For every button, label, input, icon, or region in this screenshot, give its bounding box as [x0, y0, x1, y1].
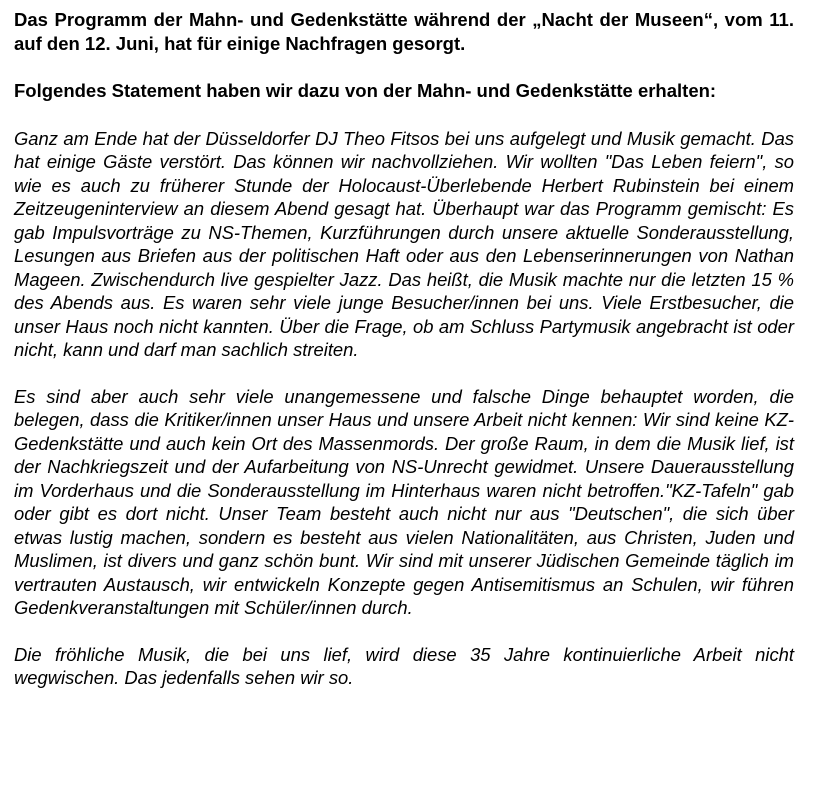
statement-intro: Folgendes Statement haben wir dazu von der Mahn- und Gedenkstätte erhalten:: [14, 80, 717, 101]
intro-paragraph: Das Programm der Mahn- und Gedenkstätte während der „Nacht der Museen“, vom 11. auf den 12. Juni, hat für einige Nachfragen gesorgt.: [14, 9, 794, 54]
statement-paragraph-1: Ganz am Ende hat der Düsseldorfer DJ Theo Fitsos bei uns aufgelegt und Musik gemacht. Das hat einige Gäste verstört. Das können wir nachvollziehen. Wir wollten "Das Leben feiern", so wie es auch zu früherer Stunde der Holocaust-Überlebende Herbert Rubinstein bei einem Zeitzeugeninterview an diesem Abend gesagt hat. Überhaupt war das Programm gemischt: Es gab Impulsvorträge zu NS-Themen, Kurzführungen durch unsere aktuelle Sonderausstellung, Lesungen aus Briefen aus der politischen Haft oder aus den Lebenserinnerungen von Nathan Mageen. Zwischendurch live gespielter Jazz. Das heißt, die Musik machte nur die letzten 15 % des Abends aus. Es waren sehr viele junge Besucher/innen bei uns. Viele Erstbesucher, die unser Haus noch nicht kannten. Über die Frage, ob am Schluss Partymusik angebracht ist oder nicht, kann und darf man sachlich streiten.: [14, 127, 794, 360]
document-page: [14, 0, 794, 690]
statement-paragraph-3: Die fröhliche Musik, die bei uns lief, wird diese 35 Jahre kontinuierliche Arbeit nicht wegwischen. Das jedenfalls sehen wir so.: [14, 643, 794, 688]
statement-paragraph-2: Es sind aber auch sehr viele unangemessene und falsche Dinge behauptet worden, die belegen, dass die Kritiker/innen unser Haus und unsere Arbeit nicht kennen: Wir sind keine KZ-Gedenkstätte und auch kein Ort des Massenmords. Der große Raum, in dem die Musik lief, ist der Nachkriegszeit und der Aufarbeitung von NS-Unrecht gewidmet. Unsere Dauerausstellung im Vorderhaus und die Sonderausstellung im Hinterhaus waren nicht betroffen."KZ-Tafeln" gab oder gibt es dort nicht. Unser Team besteht auch nicht nur aus "Deutschen", die sich über etwas lustig machen, sondern es besteht aus vielen Nationalitäten, aus Christen, Juden und Muslimen, ist divers und ganz schön bunt. Wir sind mit unserer Jüdischen Gemeinde täglich im vertrauten Austausch, wir entwickeln Konzepte gegen Antisemitismus an Schulen, wir führen Gedenkveranstaltungen mit Schüler/innen durch.: [14, 385, 794, 618]
